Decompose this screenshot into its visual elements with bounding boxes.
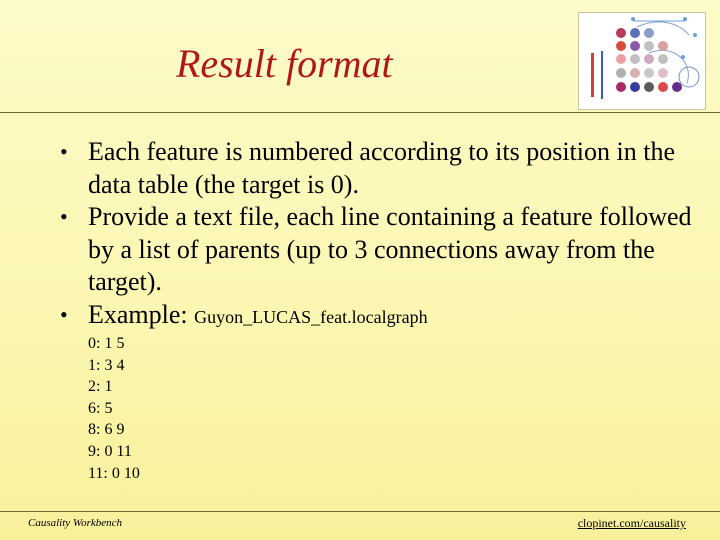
code-line: 0: 1 5 bbox=[88, 335, 125, 352]
code-line: 6: 5 bbox=[88, 399, 113, 417]
code-line: 8: 6 9 bbox=[88, 421, 125, 439]
title-divider bbox=[0, 112, 720, 113]
slide-title: Result format bbox=[176, 41, 393, 86]
footer-left-text: Causality Workbench bbox=[28, 517, 122, 529]
bullet-text: Example: bbox=[88, 299, 195, 329]
bullet-item bbox=[60, 299, 700, 334]
example-filename: Guyon_LUCAS_feat.localgraph bbox=[194, 306, 428, 327]
bullet-item bbox=[60, 201, 700, 299]
code-line: 11: 0 10 bbox=[88, 464, 140, 482]
bullet-text: Provide a text file, each line containing a feature followed by a list of parents (up to 3 connections away from the target). bbox=[88, 202, 692, 296]
footer-link[interactable]: clopinet.com/causality bbox=[577, 516, 686, 530]
bullet-dot-icon: • bbox=[60, 301, 68, 327]
code-line: 1: 3 4 bbox=[88, 356, 125, 374]
bullet-text: Each feature is numbered according to its position in the data table (the target is 0). bbox=[88, 137, 675, 199]
code-line: 9: 0 11 bbox=[88, 442, 132, 460]
example-code bbox=[88, 333, 140, 484]
code-line: 2: 1 bbox=[88, 378, 113, 396]
graph-thumbnail-image bbox=[579, 13, 705, 109]
bullet-dot-icon: • bbox=[60, 139, 68, 164]
bullet-dot-icon: • bbox=[60, 204, 68, 229]
bullet-list bbox=[60, 136, 700, 333]
footer-divider bbox=[0, 511, 720, 512]
bullet-item bbox=[60, 136, 700, 201]
causal-graph-thumbnail bbox=[578, 12, 706, 110]
